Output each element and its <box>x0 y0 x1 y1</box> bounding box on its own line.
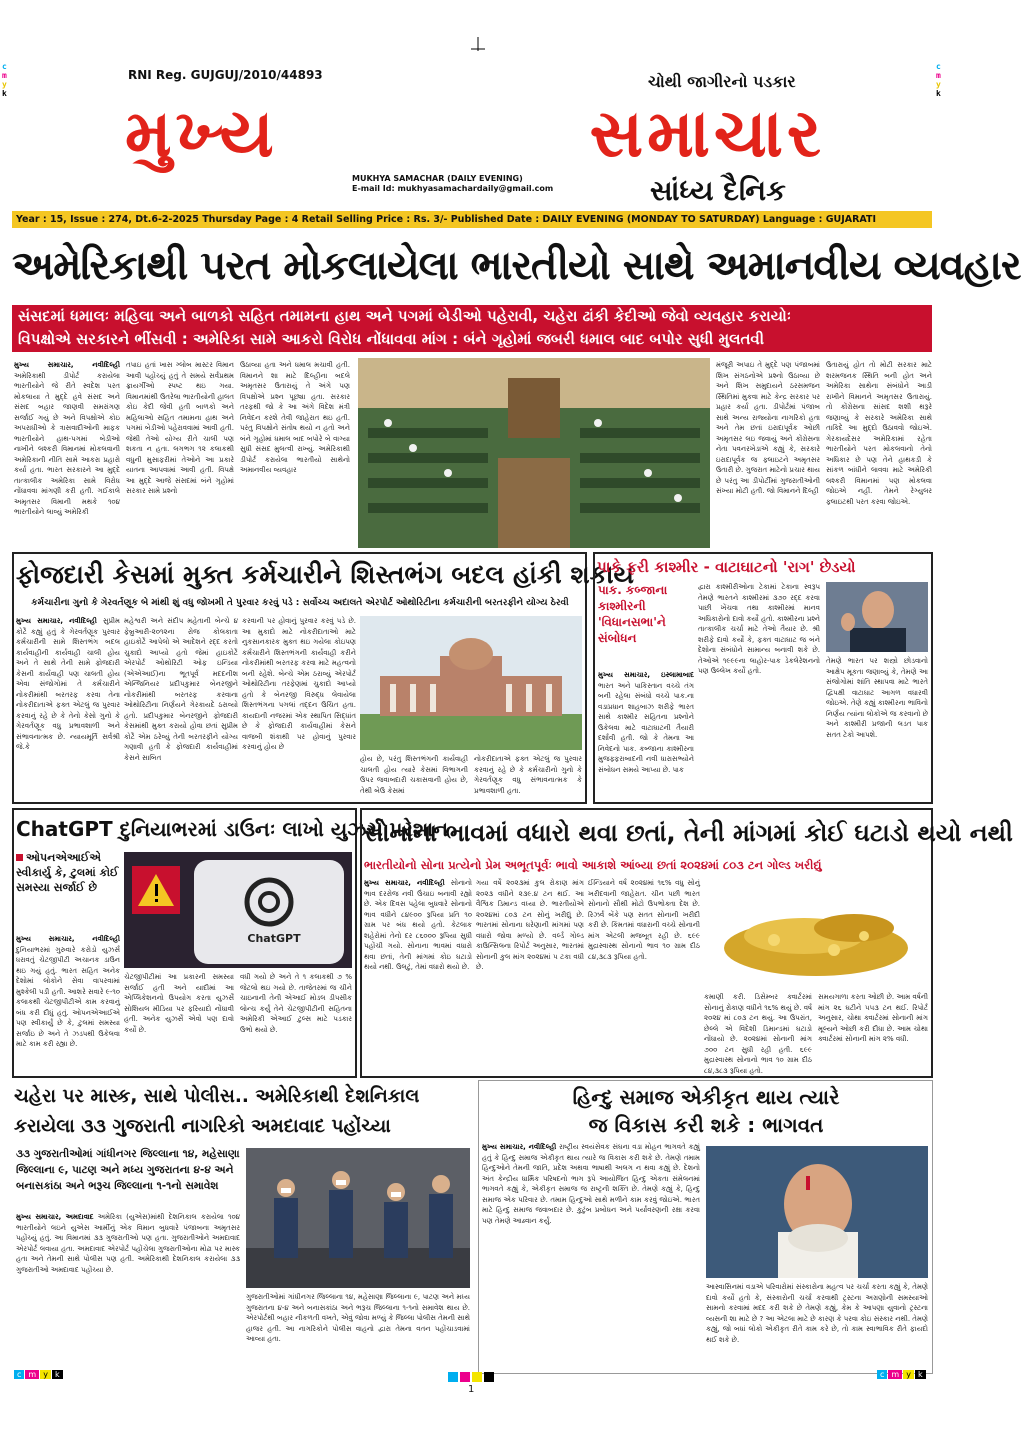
shehbaz-sharif-photo <box>826 582 928 652</box>
page-number: 1 <box>468 1384 475 1395</box>
cmyk-c: c <box>14 1370 24 1379</box>
gold-headline[interactable]: સોનાના ભાવમાં વધારો થવા છતાં, તેની માંગમાં કોઈ ઘટાડો થયો નથી <box>364 819 1013 847</box>
deport-column-2: ગુજરાતીઓમાં ગાંધીનગર જિલ્લાના ૧૪, મહેસાણા જિલ્લાના ૯, પાટણ અને મધ્ય ગુજરાતના ૪-૪ અને બનાસકાંઠા અને ભરૂચ જિલ્લાના ૧-૧નો સમાવેશ થાય છે. એરપોર્ટથી બહાર નીકળતી વખતે, એવું જોવા મળ્યું કે જિલ્લા પોલીસ તેમની સાથે હાજર હતી. આ નાગરિકોને પોલીસ વાહનો દ્વારા તેમના વતન પહોંચાડવામાં આવ્યા હતા. <box>246 1293 470 1343</box>
lead-subhead-bar <box>12 305 932 352</box>
hindu-column-2: આસ્વાસિનમાં વડાએ પરિવારોમાં સંસ્કારોના મહત્વ પર ચર્ચા કરતા કહ્યું કે, તેમણે દાવો કર્યો હતો કે, સંસ્કારોની ચર્ચા કરવાથી ટ્રસ્ટના અગ્રણોની સમસ્યાઓ સામનો કરવામાં મદદ કરી શકે છે તેમણે કહ્યું, કેમ કે આપણા યુવાનો ટ્રસ્ટના વ્યસની શા માટે છે ? આ એટલા માટે છે કારણ કે પરવા કોઇ સંસ્કાર નથી. તેમણે કહ્યું, જો બધાં લોકો એકીકૃત રીતે કામ કરે છે, તો કામ સ્વાભાવિક રીતે ફાયદો થઈ શકે છે. <box>706 1283 928 1344</box>
masthead-word-2: સમાચાર <box>589 94 825 172</box>
gold-column-5: સમયગાળા કરતા ઓછી છે. આમ વર્ષની માંગ ૨૬ ઘટીને ૫૫૩ ટન થઈ. રિપોર્ટ અનુસાર, ચોથા ક્વાર્ટરમાં સોનાની માંગ મૂલ્યને ઓછી કરી દીધા છે. આમ ચોથા ક્વાર્ટરમાં સોનાની માંગ ૨% વધી. <box>818 993 928 1043</box>
supreme-court-photo <box>360 616 582 750</box>
tagline: ચોથી જાગીરનો પડકાર <box>648 72 796 91</box>
color-registration-marks-right <box>936 62 941 98</box>
chatgpt-subhead-text: ઓપનએઆઈએ સ્વીકાર્યુ કે, ટુલમાં કોઈ સમસ્યા સર્જાઈ છે <box>16 851 119 894</box>
cmyk-k: k <box>2 89 7 98</box>
lead-column-5: ઉતારાયું હોત તો મોટી સરકાર માટે શરમજનક સ્થિતિ બની હોત અને અમેરિકા સાથેના સંબંધોને આડી રાખીને વિમાનને અમૃતસર ઉતારાયું. તો કોંગ્રેસના સાંસદ શશી થરૂરે જણાવ્યું કે સરકારે અમેરિકા સાથે તાકિદે આ મુદ્દો ઉઠાવવો જોઇએ. ગેરકાયદેસર અમેરિકામાં રહેતા ભારતીયોને પરત મોકલવાનો તેનો અધિકાર છે પણ તેને હાથકડી કે સાંકળ બાંધીને લાવવા માટે અમેરિકી લશ્કરી વિમાનમાં પણ મોકલવા જોઇએ નહીં. તેમને રેગ્યુલર ફ્લાઇટથી પરત કરવા જોઇએ. <box>826 361 932 506</box>
hindu-headline-1[interactable]: હિન્દુ સમાજ એકીકૃત થાય ત્યારે <box>572 1085 840 1109</box>
lead-col1-text: અમેરિકાથી ડીપોર્ટ કરાયેલા ભારતીયોને જે રીતે સ્વદેશ પરત મોકલાયા તે મુદ્દે હવે સંસદ અને સંસદ બહાર જાણવી સમરાંગણ સર્જાઈ ગયું છે અને વિપક્ષોએ કોઇ અપરાધીઓ કે ત્રાસવાદીઓની માફક ભારતીયોને હાથ-પગમાં બેડીઓ નાખીને લશ્કરી વિમાનમાં મોકલવાની અમેરિકાની નીતિ સામે આકરા પ્રહારો કર્યા હતા. ભારત સરકારને આ મુદ્દે તાત્કાલીક અમેરિકા સામે વિરોધ નોંધાવવા માંગણી કરી હતી. ગઈકાલે અમૃતસર વિમાની મથકે ૧૦૪ ભારતીયોને લાવ્યું અમેરિકી <box>14 371 120 516</box>
chatgpt-column-1 <box>16 934 120 1074</box>
deportees-airport-photo <box>246 1148 470 1288</box>
publisher-info <box>352 174 553 194</box>
mohan-bhagwat-photo <box>706 1146 928 1278</box>
masthead-word-1: મુખ્ય <box>125 94 278 172</box>
kashmir-column-3: તેમણે ભારત પર શસ્ત્રો છોડવાનો આક્ષેપ મૂકતા જણાવ્યું કે, તેમણે આ સંજોગોમાં શાંતિ સ્થાપવા માટે ભારતે દ્વિપક્ષી વાટાઘાટ આગળ વધારવી જોઇએ. તેણે કહ્યું કાશ્મીરના ભાવિનો નિર્ણય ત્યાંના લોકોએ જ કરવાનો છે અને કાશ્મીરી પ્રજાની લડત પાક સતત ટેકો આપશે. <box>826 657 928 739</box>
chatgpt-dateline: મુખ્ય સમાચાર, નવીદિલ્હી <box>16 935 120 943</box>
issue-info-bar: Year : 15, Issue : 274, Dt.6-2-2025 Thursday Page : 4 Retail Selling Price : Rs. 3/- Published Date : DAILY EVENING (MONDAY TO SATURDAY) Language : GUJARATI <box>12 211 932 228</box>
color-strip-left <box>14 1370 63 1379</box>
kashmir-column-1 <box>598 670 694 800</box>
hindu-dateline: મુખ્ય સમાચાર, નવીદિલ્હી <box>482 1143 557 1151</box>
sc-dateline: મુખ્ય સમાચાર, નવીદિલ્હી <box>16 617 97 625</box>
lead-column-3: ઉઠાવ્યા હતા અને ધમાલ મચાવી હતી. વિમાનને શા માટે દિલ્હીના બદલે અમૃતસર ઉતારાયું તે અંગે પણ વિપક્ષોએ પ્રશ્ન પૂછ્યા હતા. સરકાર તરફથી જો કે આ અંગે વિદેશ મંત્રી નિવેદન કરશે તેવી જાહેરાત થઇ હતી. પરંતુ વિપક્ષોને સંતોષ થયો ન હતો અને બંને ગૃહોમાં ધમાલ બાદ બપોરે બે વાગ્યા સુધી સંસદ મુલત્વી રાખ્યું. અમેરિકાથી ડીપોર્ટ કરાયેલા ભારતીયો સાથેનો અમાનવીય વ્યવહાર <box>240 361 350 474</box>
sc-column-3: કરવાની પર હોવાનું પુરવાર કરવું પડે છે. આ મુકાદો માટે નોકરીદાતાઓ માટે નુકસાનકારક મુક્ત થઇ ગયેલા કોઇપણ કર્મચારીને શિસ્તભંગની કાર્યવાહી કરીને નોકરીમાંથી બરતરફ કરવા માટે મહત્વનો બની રહેશે. બેન્ચે એમ ઠરાવ્યું એરપોર્ટ ઓથોરિટીના તરફેણમાં ચુકાદો આપ્યો હતો કે બેનરજી વિરુદ્ધ લેવાયેલા શિસ્તભંગના પગલાં તદ્દન ઉચિત હતા. કાયદાની નજરમાં એક સ્થાપિત સિદ્ધાંત છે કે ફોજદારી કાર્યવાહીમાં કેસને વાજબી શંકાથી પર હોવાનું પુરવાર કરવાનું હોય છે <box>242 617 356 751</box>
deport-headline-1[interactable]: ચહેરા પર માસ્ક, સાથે પોલીસ.. અમેરિકાથી દેશનિકાલ <box>14 1086 420 1107</box>
cmyk-y: y <box>2 80 7 89</box>
registration-number: RNI Reg. GUJGUJ/2010/44893 <box>128 68 323 82</box>
gold-dateline: મુખ્ય સમાચાર, નવીદિલ્હી <box>364 879 445 887</box>
gold-subhead: ભારતીયોનો સોના પ્રત્યેનો પ્રેમ અભૂતપૂર્વઃ ભાવો આકાશે આંબ્યા છતાં ૨૦૨૪માં ૮૦૩ ટન ગોલ્ડ ખરીદ્યું <box>364 858 822 872</box>
publisher-name: MUKHYA SAMACHAR (DAILY EVENING) <box>352 174 523 183</box>
cmyk-k: k <box>936 89 941 98</box>
cmyk-m: m <box>936 71 941 80</box>
cmyk-y: y <box>936 80 941 89</box>
parliament-photo <box>358 358 710 548</box>
publisher-email: E-mail Id: mukhyasamachardaily@gmail.com <box>352 184 554 193</box>
edition-label: સાંધ્ય દૈનિક <box>650 174 786 207</box>
chatgpt-col1-text: દુનિયાભરમાં ગુરુવારે કરોડો યુઝર્સ ધરાવતું ચેટજીપીટી અચાનક ડાઉન થઇ ગયું હતું. ભારત સહિત અનેક દેશોમાં લોકોને સેવા વાપરવામાં મુશ્કેલી પડી હતી. આશરે સવારે ૯-૧૦ કલાકથી ચેટજીપીટીએ કામ કરવાનું બંધ કરી દીધું હતું. ઓપનએઆઈએ પણ સ્વીકાર્યું છે કે, ટુલમાં સમસ્યા સર્જાઇ છે અને તે ઝડપથી ઉકેલવા માટે કામ કરી રહ્યા છે. <box>16 945 120 1048</box>
hindu-column-1 <box>482 1142 700 1362</box>
cmyk-k: k <box>915 1370 926 1379</box>
chatgpt-subhead <box>16 850 120 930</box>
sc-col1-text: સુપ્રીમ કોર્ટે કહ્યું હતું કે ગેરવર્તણૂક પુરવાર કર્મચારીની સામે શિસ્તભંગ બદલ કાર્યવાહીની કાર્યવાહી ચાલી હોય અને તે સાથે તેની સામે ફોજદારી કેસની કાર્યવાહી પણ ચાલતી હોય એવા સંજોગોમાં તે કર્મચારીને નોકરીમાંથી બરતરફ કરવા તેના નોકરીદાતાએ ફક્ત એટલું જ પુરવાર કરવાનું રહે છે કે તેનો કેસો ગુનો કે ગેરવર્તણૂક વધુ પ્રભાવશાળી અને સંભાવનાત્મક છે. ન્યાયમૂર્તિ સર્વશ્રી જે.કે <box>16 617 120 751</box>
gold-jewellery-photo <box>704 878 928 988</box>
crop-mark-icon <box>471 36 485 50</box>
sc-column-2: મહેશ્વરી અને સંદીપ મહેતાની બેન્ચે ૪ ફેબ્રુઆરી-૨૦૧૨ના રોજ કોલકાતા હાઇકોર્ટે આપેલો એ આદેશને રદ્દ કરતો ચુકાદો આપ્યો હતો જેમાં હાઇકોર્ટે એરપોર્ટ ઓથોરિટી ઓફ ઇન્ડિયા (એએઆઈ)ના ભૂતપૂર્વ મદદનીશ એન્જિનિયર પ્રદીપકુમાર બેનરજીને નોકરીમાંથી બરતરફ કરવાના ઓથોરિટીના નિર્ણયને ગેરકાયદે ઠરાવ્યો હતો. પ્રદીપકુમાર બેનરજીને ફોજદારી કેસમાંથી મુક્ત કરાયો હોવા છતાં સુપ્રીમ કોર્ટે એમ ઠરેવ્યું તેની બરતરફીને યોગ્ય ગણાવી હતી કે ફોજદારી કાર્યવાહીમાં કેસને સાબિત <box>124 617 238 762</box>
cmyk-m: m <box>2 71 7 80</box>
lead-column-4: મંજૂરી અપાઇ તે મુદ્દે પણ પંજાબમાં શિખ સંગઠનોએ પ્રશ્નો ઉઠાવ્યા છે અને શિખ સમુદાયને ઠરસમજન સ્થિતિમાં મુકવા માટે કેન્દ્ર સરકાર પર પ્રહાર કર્યા હતા. ડીપોર્ટમાં પંજાબ સાથે અન્ય રાજ્યોના નાગરિકો હતા અને તેમ છતાં ઇરાદાપૂર્વક ઓછી અમૃતસર લઇ જવાયું અને કોંગ્રેસના નેતા પવનરખેડાએ કહ્યું કે, સરકારે ઇરાદાપૂર્વક જ ફ્લાઇટને અમૃતસર ઉતારી છે. ગુજરાત માટેનો પ્રચાર થાય છે પરંતુ આ ડીપોર્ટીમાં ગુજરાતીઓની સંખ્યા મોટી હતી. જો વિમાનને દિલ્હી <box>716 361 820 495</box>
gold-column-4: કમાણી કરી. ડિસેમ્બર ક્વાર્ટરમાં સોનાનું રોકાણ વધીને ૧૬% થયું છે. વર્ષ ૨૦૨૪ માં ૮૦૩ ટન થયું. આ ઉપરાંત, છેલ્લે એ વિદેશી ડિમાન્ડમાં ઘટાડો નોંધાયો છે. ૨૦૨૪માં સોનાની માંગ ૭૦૦ ટન સુધી રહી હતી. ૬૯૯ મુદ્રાસ્વાસ્થ સોનાનો ભાવ ૧૦ ગ્રામ દીઠ ૮૪,૩૮૩ રૂપિયા હતો. <box>704 993 812 1075</box>
chatgpt-headline[interactable]: ChatGPT દુનિયાભરમાં ડાઉનઃ લાખો યુઝર્સ પરેશાન <box>16 817 449 841</box>
lead-subhead-1: સંસદમાં ધમાલઃ મહિલા અને બાળકો સહિત તમામના હાથ અને પગમાં બેડીઓ પહેરાવી, ચહેરા ઢાંકી કેદીઓ જેવો વ્યવહાર કરાયોઃ <box>18 307 792 325</box>
bullet-icon <box>16 854 23 861</box>
hindu-headline-2[interactable]: જ વિકાસ કરી શકે : ભાગવત <box>588 1113 824 1137</box>
deport-subhead: ૩૩ ગુજરાતીઓમાં ગાંધીનગર જિલ્લાના ૧૪, મહેસાણા જિલ્લાના ૯, પાટણ અને મધ્ય ગુજરાતના ૪-૪ અને બનાસકાંઠા અને ભરૂચ જિલ્લાના ૧-૧નો સમાવેશ <box>16 1148 240 1192</box>
gold-column-2: ગયા વર્ષે ૨૦૨૩માં કુલ રોકાણ માંગ ૨૦૨૩ વધીને ૨૩૯.૪ ટન થઈ. આ વૈશ્વિક ડિમાન્ડ વધ્યા છે. ભારતીયોએ ૨૦૨૪માં ૮૦૩ ટન સોનું ખરીદ્યું છે. ભારતમાં સોનાના ઘરેણાની માંગમાં પણ વધારો જોવા મળ્યો છે. વર્લ્ડ ગોલ્ડ કાઉન્સિલના રિપોર્ટ અનુસાર, ભારતમાં સોનાની કુલ માંગ ૨૦૨૪માં ૫ ટકા વધી છે. <box>476 879 584 971</box>
sc-column-5: નોકરીદાતાએ ફક્ત એટલું જ પુરવાર કરવાનું રહે છે કે કર્મચારીનો ગુનો કે ગેરવર્તણૂક વધુ સંભાવનાત્મક કે પ્રભાવશાળી હતા. <box>474 755 582 795</box>
cmyk-m: m <box>888 1370 902 1379</box>
deport-dateline: મુખ્ય સમાચાર, અમદાવાદ <box>16 1213 94 1221</box>
masthead-title <box>125 96 825 171</box>
sc-column-1 <box>16 616 120 800</box>
hindu-col1-text: રાષ્ટ્રીય સ્વયંસેવક સંઘના વડા મોહન ભાગવતે કહ્યું હતું કે હિન્દુ સમાજ એકીકૃત થાય ત્યારે જ વિકાસ કરી શકે છે. તેમણે તમામ હિન્દુઓને તેમની જાતિ, પ્રદેશ અથવા ભાષાથી અલગ ન થવા કહ્યું છે. દેશનો અંત કેન્દ્રીય ધાર્મિક પરિષદનો ભાગ રૂપે આયોજિત હિન્દુ એકતા સંમેલનમાં ભાગવતે કહ્યું કે, એકીકૃત સમાજ જ રાષ્ટ્રની શક્તિ છે. તેમણે કહ્યું કે, હિન્દુ સમાજ એક પરિવાર છે. તમામ હિન્દુઓ સાથે મળીને કામ કરવું જોઇએ. ભારત માટે હિન્દુ સમાજ જવાબદાર છે. કુટુંબ પ્રબોધન અને પર્યાવરણની રક્ષા કરવા પણ તેમણે આહ્વાન કર્યું. <box>482 1143 700 1225</box>
kashmir-headline[interactable]: પાકે ફરી કાશ્મીર - વાટાઘાટનો 'રાગ' છેડયો <box>597 558 856 576</box>
gold-column-1 <box>364 878 472 1074</box>
kashmir-subhead: પાક. કબ્જાના કાશ્મીરની 'વિધાનસભા'ને સંબોધન <box>598 583 668 645</box>
deport-col1-text: અમેરિકા (યુએસ)માંથી દેશનિકાલ કરાયેલા ૧૦૪ ભારતીયોને લઇને યુએસ આર્મીનું એક વિમાન બુધવારે પંજાબના અમૃતસર પહોંચ્યું હતું. આ વિમાનમાં ૩૩ ગુજરાતીઓ પણ હતા. ગુજરાતીઓને અમદાવાદ એરપોર્ટ લવાયા હતા. અમદાવાદ એરપોર્ટ પહોંચેલા ગુજરાતીઓના મોઢા પર માસ્ક હતા અને તેમની સાથે પોલીસ પણ હતી. અમેરિકાથી દેશનિકાલ કરાયેલા ૩૩ ગુજરાતીઓ અમદાવાદ પહોંચ્યા છે. <box>16 1213 240 1274</box>
lead-dateline: મુખ્ય સમાચાર, નવીદિલ્હી <box>14 361 120 369</box>
sc-headline[interactable]: ફોજદારી કેસમાં મુક્ત કર્મચારીને શિસ્તભંગ બદલ હાંકી શકાય <box>16 560 634 589</box>
cmyk-y: y <box>903 1370 914 1379</box>
cmyk-m: m <box>25 1370 39 1379</box>
lead-column-2: તપાઇ હતાં ખાસ ગ્લોબ માસ્ટર વિમાન આવી પહોંચ્યું હતું તે સમયે સર્વપ્રથમ ફ્રાયર્ગીઓ સ્પષ્ટ થઇ ગયા. વિમાનમાંથી ઉતરેલા ભારતીયોની હાલત કોઇ કેદી જેવી હતી બાળકો અને મહિલાઓ સહિત તમામના હાથ અને પગમાં બેડીઓ પહેરાવવામાં આવી હતી. જેથી તેઓ યોગ્ય રીતે ચાલી પણ શકતા ન હતા. લગભગ ૧૨ કલાકથી વધુની મુસાફરીમાં તેઓને આ પ્રકારે યાતના આપવામાં આવી હતી. વિપક્ષે આ મુદ્દે આજે સંસદમાં બંને ગૃહોમાં સરકાર સામે પ્રશ્નો <box>126 361 234 495</box>
cmyk-c: c <box>936 62 941 71</box>
lead-subhead-2: વિપક્ષોએ સરકારને ભીંસવી : અમેરિકા સામે આકરો વિરોધ નોંધાવવા માંગ : બંને ગૃહોમાં જબરી ધમાલ બાદ બપોર સુધી મુલતવી <box>18 330 765 348</box>
cmyk-c: c <box>2 62 7 71</box>
chatgpt-column-2: ચેટજીપીટીમાં આ પ્રકારની સમસ્યા સર્જાઈ હતી અને યાદીમાં આ એપ્લિકેશનનો ઉપયોગ કરતા યુઝર્સે સોશિયલ મીડિયા પર ફરિયાદો નોંધાવી હતી. અનેક યુઝર્સે એવો પણ દાવો કર્યો છે. <box>124 973 234 1034</box>
gold-col1-text: સોનાનો ભાવ દરરોજ નવી ઉંચાઇ બનાવી રહ્યો છે. એક દિવસ પહેલા બુધવારે સોનાનો ભાવ વધીને ૮૪૯૦૦ રૂપિયા પ્રતિ ૧૦ ગ્રામ પર બંધ થયો હતો. કેટલાક શહેરોમાં તેનો દર ૮૬૦૦૦ રૂપિયા સુધી પહોંચી ગયો. સોનાના ભાવમાં વધારો થવા છતાં, તેની માંગમાં કોઇ ઘટાડો થયો નથી. ઉલટું, તેમાં વધારો થયો છે. <box>364 879 472 971</box>
kashmir-column-2: દ્વારા કાશ્મીરીઓના ટેકામાં ટેકાના સ્વરૂપ તેમણે ભારતને કાશ્મીરમાં ૩૭૦ રદ્દ કરવા પાછી ખેંચવા તથા કાશ્મીરમાં માનવ અધિકારોનો દાવો કર્યો હતો. કાશ્મીરના પ્રશ્ને તાત્કાલીક ચર્ચા માટે તેઓ તૈયાર છે. શ્રી શરીફે દાવો કર્યો કે, ફક્ત વાટાઘાટ જ બંને દેશોના સંબંધોને સામાન્ય બનાવી શકે છે. તેઓએ ૧૯૯૯ના લાહોર-પાક ડેકલેરેશનનો પણ ઉલ્લેખ કર્યો હતો. <box>698 583 820 675</box>
kashmir-col1-text: ભારત અને પાકિસ્તાન વચ્ચે તંગ બની રહેલા સંબંધો વચ્ચે પાક.ના વડાપ્રધાન શાહબાઝ શરીફે ભારત સાથે કાશ્મીર સહિતના પ્રશ્નોને ઉકેલવા માટે વાટાઘાટની તૈયારી દર્શાવી હતી. જો કે તેમના આ નિવેદનો પાક. કબ્જાના કાશ્મીરના મુજફ્ફરાબાદની નવી ધારાસભ્યોને સંબોધન સમયે આપ્યા છે. પાક <box>598 681 694 774</box>
lead-column-1 <box>14 360 120 548</box>
chatgpt-image-label: ChatGPT <box>247 932 301 945</box>
cmyk-y: y <box>40 1370 51 1379</box>
kashmir-dateline: મુખ્ય સમાચાર, ઇસ્લામાબાદ <box>598 671 694 679</box>
cmyk-c: c <box>877 1370 887 1379</box>
cmyk-k: k <box>52 1370 63 1379</box>
sc-column-4: હોય છે, પરંતુ શિસ્તભંગની કાર્યવાહી ચાલતી હોય ત્યારે કેસમાં વિભાગની ઉપર જવાબદારી ચકાસવાની હોય છે, તેથી બેઉ કેસમાં <box>360 755 468 795</box>
deport-column-1 <box>16 1212 240 1370</box>
chatgpt-phone-photo <box>124 852 352 968</box>
gold-column-3: ઈન્ડિયાને વર્ષ ૨૦૨૪માં ૧૬% વધુ સોનું ખરીદવાની જાહેરાત. ચીન પછી ભારત સોનાનો સૌથી મોટો ઉપભોક્તા દેશ છે. રિઝર્વ બેંકે પણ સતત સોનાની ખરીદી કરી છે. કિંમતમાં વધારાની વચ્ચે સોનાની માંગ એટલી મજબૂત રહી છે. ૬૯૯ મુદ્રાસ્વાસ્થ સોનાનો ભાવ ૧૦ ગ્રામ દીઠ ૮૪,૩૮૩ રૂપિયા હતો. <box>588 879 700 961</box>
color-strip-right <box>877 1370 926 1379</box>
chatgpt-column-3: વધી ગયો છે અને તે ૧ કલાકથી ૭ % જેટલો થઇ ગયો છે. તાજેતરમાં જ ચીને ચાઇનાની તેની એઆઈ મોડલ ડીપસીક લોન્ચ કર્યું તેને ચેટજીપીટીની સહિતના અમેરિકી એઆઈ ટુલ્સ માટે પડકાર ઉભો થયો છે. <box>240 973 352 1034</box>
color-registration-marks-left <box>2 62 7 98</box>
sc-subhead: કર્મચારીના ગુનો કે ગેરવર્તણૂક બે માંથી શું વધુ જોખમી તે પુરવાર કરવું પડે : સર્વોચ્ચ અદાલતે એરપોર્ટ ઓથોરિટીના કર્મચારીની બરતરફીને યોગ્ય ઠેરવી <box>31 598 569 608</box>
deport-headline-2[interactable]: કરાયેલા ૩૩ ગુજરાતી નાગરિકો અમદાવાદ પહોંચ્યા <box>14 1116 391 1137</box>
lead-headline[interactable]: અમેરિકાથી પરત મોકલાયેલા ભારતીયો સાથે અમાનવીય વ્યવહાર <box>12 243 1021 289</box>
registration-target-icon <box>448 1368 502 1380</box>
